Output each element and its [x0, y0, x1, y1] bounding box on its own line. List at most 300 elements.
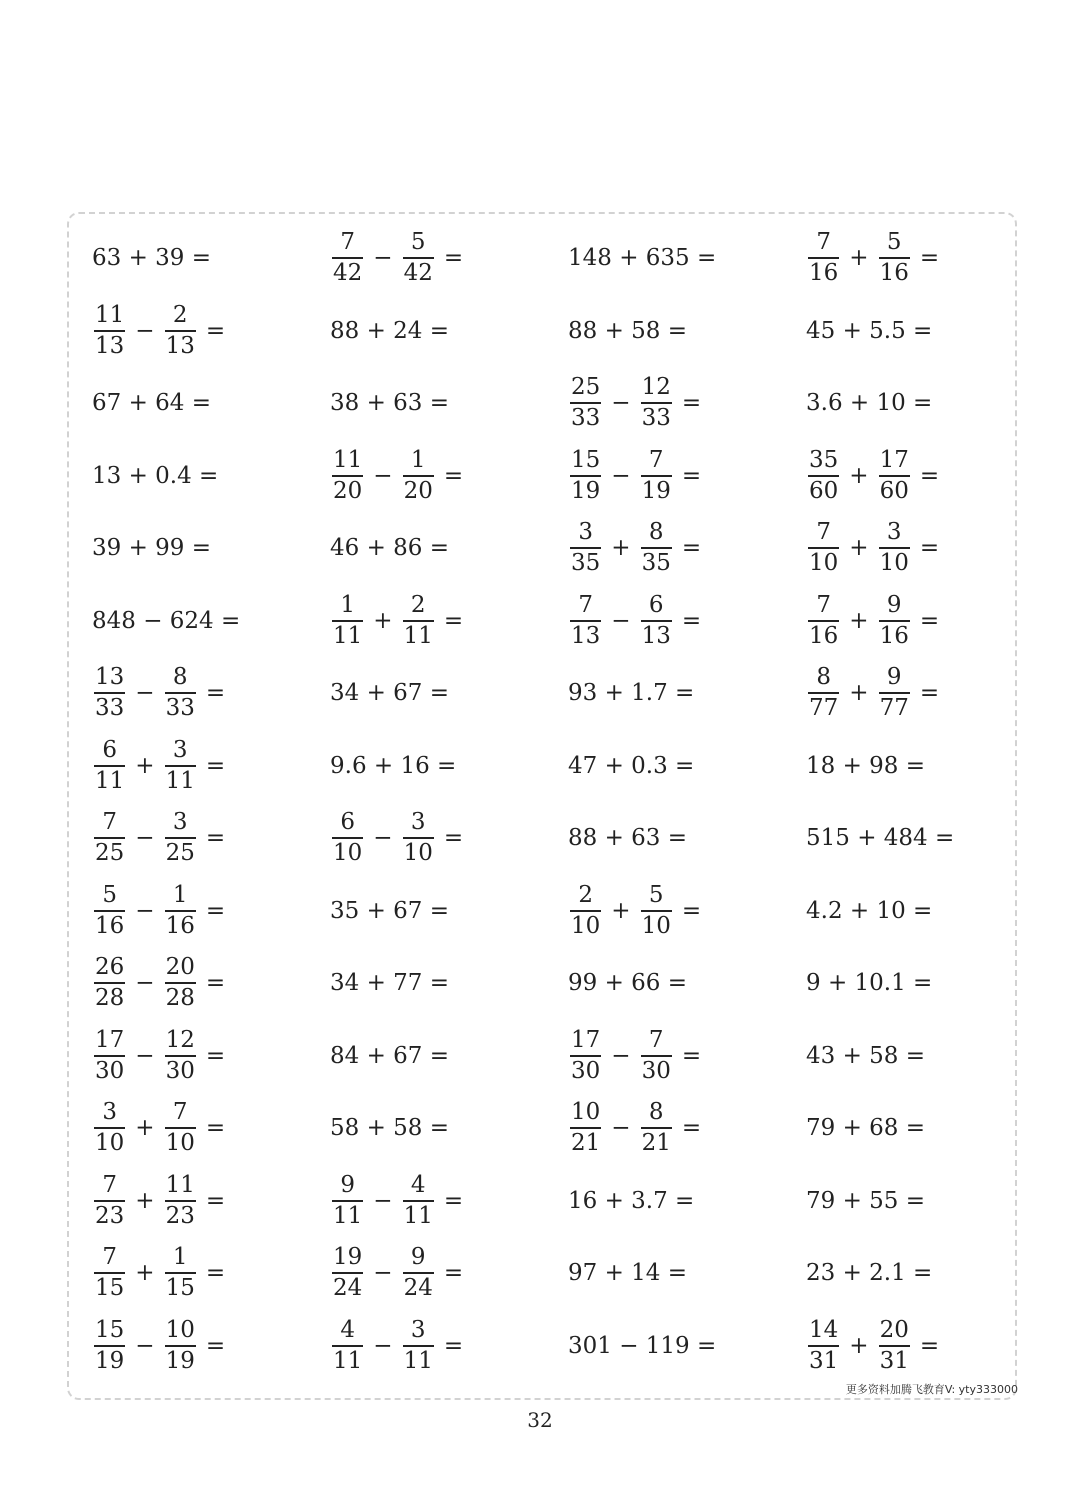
problem-expression: 79 + 55 =	[806, 1187, 926, 1214]
operator: −	[373, 825, 393, 852]
fraction-bar	[403, 1272, 434, 1274]
fraction-bar	[165, 692, 196, 694]
fraction	[641, 593, 672, 649]
denominator: 16	[165, 912, 195, 939]
fraction-bar	[403, 1345, 434, 1347]
problem-cell	[806, 440, 1032, 513]
numerator: 9	[886, 591, 902, 618]
problem-cell	[330, 367, 568, 440]
denominator: 13	[165, 332, 195, 359]
fraction-bar	[165, 1200, 196, 1202]
denominator: 11	[333, 622, 363, 649]
denominator: 25	[165, 840, 195, 867]
fraction	[879, 593, 910, 649]
denominator: 16	[95, 912, 125, 939]
fraction-bar	[165, 1127, 196, 1129]
denominator: 10	[403, 840, 433, 867]
problem-grid	[92, 222, 1032, 1382]
denominator: 77	[879, 695, 909, 722]
equals-sign: =	[205, 1260, 226, 1287]
numerator: 12	[165, 1026, 195, 1053]
denominator: 13	[95, 332, 125, 359]
numerator: 2	[172, 301, 188, 328]
problem-expression: 79 + 68 =	[806, 1115, 926, 1142]
problem-cell	[568, 585, 806, 658]
denominator: 16	[879, 622, 909, 649]
fraction-bar	[165, 1345, 196, 1347]
fraction	[94, 1173, 125, 1229]
fraction	[94, 883, 125, 939]
denominator: 30	[95, 1057, 125, 1084]
fraction	[403, 593, 434, 649]
fraction-bar	[94, 910, 125, 912]
numerator: 3	[172, 736, 188, 763]
numerator: 5	[886, 229, 902, 256]
numerator: 10	[571, 1099, 601, 1126]
operator: +	[611, 535, 631, 562]
problem-expression: 35 + 67 =	[330, 897, 450, 924]
fraction-bar	[94, 1200, 125, 1202]
fraction-bar	[403, 837, 434, 839]
problem-cell	[330, 440, 568, 513]
problem-cell	[806, 1092, 1032, 1165]
numerator: 20	[165, 954, 195, 981]
problem-cell	[568, 1310, 806, 1383]
fraction	[570, 883, 601, 939]
fraction-bar	[165, 982, 196, 984]
problem-cell	[92, 367, 330, 440]
fraction	[570, 593, 601, 649]
numerator: 15	[571, 446, 601, 473]
fraction	[641, 883, 672, 939]
problem-cell	[92, 1165, 330, 1238]
fraction	[403, 1173, 434, 1229]
problem-cell	[568, 1020, 806, 1093]
denominator: 31	[809, 1347, 839, 1374]
numerator: 7	[102, 809, 117, 836]
numerator: 7	[648, 1026, 664, 1053]
fraction	[94, 303, 125, 359]
problem-cell	[806, 730, 1032, 803]
problem-cell	[568, 1092, 806, 1165]
problem-cell	[92, 1237, 330, 1310]
numerator: 7	[102, 1244, 117, 1271]
problem-cell	[92, 657, 330, 730]
operator: −	[135, 897, 155, 924]
denominator: 10	[333, 840, 363, 867]
problem-cell	[568, 657, 806, 730]
fraction	[165, 665, 196, 721]
operator: −	[611, 607, 631, 634]
fraction-bar	[641, 402, 672, 404]
numerator: 5	[410, 229, 426, 256]
fraction-bar	[808, 620, 839, 622]
problem-cell	[806, 1310, 1032, 1383]
numerator: 25	[571, 374, 601, 401]
numerator: 3	[172, 809, 188, 836]
fraction	[332, 810, 363, 866]
fraction-bar	[808, 692, 839, 694]
problem-expression: 99 + 66 =	[568, 970, 688, 997]
denominator: 11	[333, 1202, 363, 1229]
problem-expression: 848 − 624 =	[92, 607, 241, 634]
denominator: 25	[95, 840, 125, 867]
equals-sign: =	[205, 1042, 226, 1069]
operator: −	[611, 1042, 631, 1069]
fraction	[332, 1173, 363, 1229]
denominator: 21	[641, 1130, 671, 1157]
numerator: 1	[172, 1244, 188, 1271]
fraction-bar	[641, 1055, 672, 1057]
numerator: 3	[886, 519, 902, 546]
fraction	[641, 448, 672, 504]
problem-cell	[330, 1092, 568, 1165]
equals-sign: =	[443, 245, 464, 272]
fraction-bar	[403, 475, 434, 477]
operator: −	[373, 1187, 393, 1214]
problem-expression: 63 + 39 =	[92, 245, 212, 272]
numerator: 8	[816, 664, 831, 691]
fraction	[879, 520, 910, 576]
numerator: 26	[95, 954, 125, 981]
denominator: 10	[809, 550, 839, 577]
fraction	[570, 1100, 601, 1156]
equals-sign: =	[205, 317, 226, 344]
numerator: 17	[879, 446, 909, 473]
numerator: 6	[102, 736, 117, 763]
fraction-bar	[570, 475, 601, 477]
problem-expression: 93 + 1.7 =	[568, 680, 695, 707]
operator: −	[135, 317, 155, 344]
denominator: 33	[641, 405, 671, 432]
fraction-bar	[879, 547, 910, 549]
fraction	[570, 520, 601, 576]
operator: +	[135, 752, 155, 779]
numerator: 3	[410, 1316, 426, 1343]
numerator: 15	[95, 1316, 125, 1343]
problem-cell	[92, 440, 330, 513]
problem-expression: 13 + 0.4 =	[92, 462, 219, 489]
problem-cell	[92, 875, 330, 948]
denominator: 11	[333, 1347, 363, 1374]
numerator: 12	[641, 374, 671, 401]
problem-expression: 301 − 119 =	[568, 1332, 717, 1359]
problem-cell	[568, 440, 806, 513]
denominator: 35	[571, 550, 601, 577]
denominator: 77	[809, 695, 839, 722]
denominator: 11	[403, 1202, 433, 1229]
problem-expression: 46 + 86 =	[330, 535, 450, 562]
operator: +	[849, 607, 869, 634]
fraction	[165, 303, 196, 359]
operator: +	[849, 535, 869, 562]
equals-sign: =	[919, 607, 940, 634]
fraction	[165, 738, 196, 794]
equals-sign: =	[205, 970, 226, 997]
fraction-bar	[165, 910, 196, 912]
problem-cell	[92, 295, 330, 368]
problem-cell	[330, 1310, 568, 1383]
problem-cell	[92, 802, 330, 875]
fraction-bar	[94, 837, 125, 839]
problem-cell	[806, 512, 1032, 585]
numerator: 5	[102, 881, 117, 908]
fraction	[165, 810, 196, 866]
fraction-bar	[641, 1127, 672, 1129]
operator: −	[135, 970, 155, 997]
fraction	[332, 1318, 363, 1374]
fraction	[94, 1028, 125, 1084]
denominator: 16	[809, 260, 839, 287]
equals-sign: =	[205, 1332, 226, 1359]
problem-expression: 16 + 3.7 =	[568, 1187, 695, 1214]
denominator: 10	[879, 550, 909, 577]
numerator: 4	[410, 1171, 426, 1198]
operator: +	[849, 462, 869, 489]
fraction-bar	[94, 692, 125, 694]
problem-cell	[92, 222, 330, 295]
problem-cell	[568, 512, 806, 585]
fraction	[94, 738, 125, 794]
numerator: 7	[578, 591, 593, 618]
problem-expression: 34 + 67 =	[330, 680, 450, 707]
problem-cell	[568, 1165, 806, 1238]
operator: +	[135, 1115, 155, 1142]
problem-cell	[806, 802, 1032, 875]
numerator: 7	[340, 229, 355, 256]
numerator: 20	[879, 1316, 909, 1343]
footer-note: 更多资料加腾飞教育V: yty333000	[845, 1383, 1018, 1396]
fraction-bar	[570, 1055, 601, 1057]
fraction	[94, 1245, 125, 1301]
denominator: 23	[165, 1202, 195, 1229]
problem-cell	[806, 1237, 1032, 1310]
numerator: 35	[809, 446, 839, 473]
fraction	[403, 1318, 434, 1374]
fraction-bar	[879, 475, 910, 477]
denominator: 11	[165, 767, 195, 794]
fraction	[165, 1318, 196, 1374]
fraction	[403, 1245, 434, 1301]
fraction	[641, 1100, 672, 1156]
fraction-bar	[332, 475, 363, 477]
fraction-bar	[808, 547, 839, 549]
denominator: 24	[333, 1275, 363, 1302]
numerator: 11	[95, 301, 125, 328]
problem-cell	[806, 1165, 1032, 1238]
operator: +	[373, 607, 393, 634]
fraction-bar	[403, 257, 434, 259]
numerator: 7	[816, 591, 831, 618]
denominator: 21	[571, 1130, 601, 1157]
denominator: 42	[333, 260, 363, 287]
numerator: 11	[333, 446, 363, 473]
problem-expression: 23 + 2.1 =	[806, 1260, 933, 1287]
fraction-bar	[94, 1272, 125, 1274]
fraction-bar	[808, 257, 839, 259]
numerator: 11	[165, 1171, 195, 1198]
denominator: 30	[165, 1057, 195, 1084]
fraction	[879, 665, 910, 721]
denominator: 42	[403, 260, 433, 287]
fraction	[641, 520, 672, 576]
numerator: 3	[410, 809, 426, 836]
fraction	[641, 1028, 672, 1084]
fraction	[165, 883, 196, 939]
denominator: 15	[165, 1275, 195, 1302]
fraction	[879, 448, 910, 504]
numerator: 3	[578, 519, 593, 546]
fraction-bar	[403, 620, 434, 622]
denominator: 33	[165, 695, 195, 722]
numerator: 7	[648, 446, 664, 473]
fraction-bar	[808, 475, 839, 477]
denominator: 30	[571, 1057, 601, 1084]
numerator: 7	[816, 519, 831, 546]
problem-expression: 58 + 58 =	[330, 1115, 450, 1142]
denominator: 33	[95, 695, 125, 722]
operator: −	[373, 462, 393, 489]
problem-cell	[330, 295, 568, 368]
denominator: 19	[95, 1347, 125, 1374]
problem-cell	[806, 1020, 1032, 1093]
denominator: 10	[165, 1130, 195, 1157]
operator: −	[135, 1332, 155, 1359]
denominator: 30	[641, 1057, 671, 1084]
equals-sign: =	[443, 1332, 464, 1359]
problem-expression: 45 + 5.5 =	[806, 317, 933, 344]
problem-cell	[330, 657, 568, 730]
equals-sign: =	[205, 897, 226, 924]
denominator: 13	[571, 622, 601, 649]
problem-expression: 97 + 14 =	[568, 1260, 688, 1287]
numerator: 7	[172, 1099, 188, 1126]
problem-cell	[92, 1020, 330, 1093]
numerator: 8	[648, 1099, 664, 1126]
problem-expression: 9 + 10.1 =	[806, 970, 933, 997]
problem-expression: 18 + 98 =	[806, 752, 926, 779]
denominator: 20	[333, 477, 363, 504]
problem-cell	[92, 947, 330, 1020]
equals-sign: =	[443, 607, 464, 634]
fraction	[403, 448, 434, 504]
fraction-bar	[94, 982, 125, 984]
fraction-bar	[165, 837, 196, 839]
numerator: 3	[102, 1099, 117, 1126]
fraction-bar	[808, 1345, 839, 1347]
equals-sign: =	[681, 607, 702, 634]
fraction-bar	[641, 620, 672, 622]
numerator: 6	[340, 809, 355, 836]
problem-cell	[568, 875, 806, 948]
fraction-bar	[165, 1055, 196, 1057]
problem-cell	[806, 947, 1032, 1020]
denominator: 31	[879, 1347, 909, 1374]
fraction	[570, 448, 601, 504]
problem-cell	[92, 512, 330, 585]
operator: +	[849, 1332, 869, 1359]
operator: −	[611, 1115, 631, 1142]
operator: +	[849, 245, 869, 272]
denominator: 60	[809, 477, 839, 504]
fraction	[94, 810, 125, 866]
operator: +	[135, 1187, 155, 1214]
numerator: 17	[95, 1026, 125, 1053]
equals-sign: =	[443, 825, 464, 852]
problem-cell	[568, 1237, 806, 1310]
operator: −	[135, 1042, 155, 1069]
numerator: 4	[340, 1316, 355, 1343]
fraction	[165, 955, 196, 1011]
problem-cell	[330, 1165, 568, 1238]
fraction	[332, 448, 363, 504]
numerator: 1	[410, 446, 426, 473]
problem-cell	[330, 947, 568, 1020]
operator: +	[611, 897, 631, 924]
equals-sign: =	[205, 825, 226, 852]
fraction-bar	[332, 837, 363, 839]
equals-sign: =	[919, 680, 940, 707]
fraction	[165, 1028, 196, 1084]
operator: +	[135, 1260, 155, 1287]
problem-cell	[568, 947, 806, 1020]
fraction	[403, 230, 434, 286]
problem-cell	[568, 295, 806, 368]
problem-cell	[330, 222, 568, 295]
equals-sign: =	[443, 1187, 464, 1214]
fraction	[879, 1318, 910, 1374]
equals-sign: =	[919, 1332, 940, 1359]
problem-cell	[568, 222, 806, 295]
fraction	[332, 593, 363, 649]
fraction	[94, 955, 125, 1011]
fraction-bar	[641, 910, 672, 912]
fraction	[808, 448, 839, 504]
numerator: 8	[172, 664, 188, 691]
numerator: 19	[333, 1244, 363, 1271]
numerator: 5	[648, 881, 664, 908]
equals-sign: =	[205, 680, 226, 707]
equals-sign: =	[443, 1260, 464, 1287]
problem-expression: 38 + 63 =	[330, 390, 450, 417]
problem-expression: 43 + 58 =	[806, 1042, 926, 1069]
operator: −	[611, 462, 631, 489]
fraction	[403, 810, 434, 866]
equals-sign: =	[681, 1115, 702, 1142]
fraction-bar	[570, 910, 601, 912]
fraction-bar	[94, 330, 125, 332]
problem-cell	[806, 875, 1032, 948]
equals-sign: =	[681, 462, 702, 489]
numerator: 13	[95, 664, 125, 691]
fraction	[808, 520, 839, 576]
denominator: 35	[641, 550, 671, 577]
equals-sign: =	[681, 390, 702, 417]
fraction-bar	[94, 1127, 125, 1129]
problem-expression: 3.6 + 10 =	[806, 390, 933, 417]
fraction	[94, 1318, 125, 1374]
problem-cell	[568, 730, 806, 803]
numerator: 7	[816, 229, 831, 256]
fraction	[94, 665, 125, 721]
equals-sign: =	[919, 535, 940, 562]
fraction	[808, 230, 839, 286]
denominator: 11	[403, 1347, 433, 1374]
fraction-bar	[165, 330, 196, 332]
denominator: 10	[641, 912, 671, 939]
fraction-bar	[332, 620, 363, 622]
problem-expression: 84 + 67 =	[330, 1042, 450, 1069]
